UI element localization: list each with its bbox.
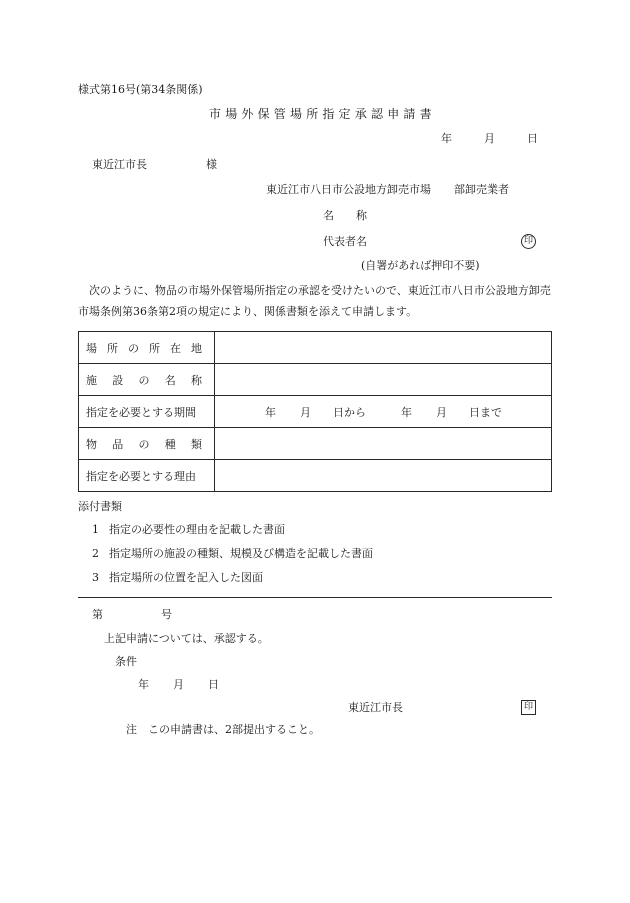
- seal-note: (自署があれば押印不要): [361, 259, 480, 272]
- period-start-month: 月: [300, 405, 311, 419]
- day-label: 日: [527, 132, 538, 145]
- applicant-role: 部卸売業者: [454, 183, 509, 196]
- addressee-name: 東近江市長: [92, 158, 147, 171]
- reason-field[interactable]: [215, 460, 552, 492]
- approval-seal: [521, 700, 536, 715]
- period-start-day: 日から: [333, 405, 366, 419]
- seal-icon: 印: [521, 700, 536, 715]
- seal-icon: 印: [521, 234, 536, 249]
- table-row: [79, 332, 552, 364]
- goods-type-field[interactable]: [215, 428, 552, 460]
- row-label: 施 設 の 名 称: [79, 364, 215, 396]
- table-row: [79, 364, 552, 396]
- attachment-item: 2 指定場所の施設の種類、規模及び構造を記載した書面: [92, 547, 373, 560]
- applicant-name-label: 名 称: [323, 209, 367, 222]
- section-divider: [78, 597, 552, 598]
- facility-name-field[interactable]: [215, 364, 552, 396]
- period-end-day: 日まで: [469, 405, 502, 419]
- row-label: 指定を必要とする期間: [79, 396, 215, 428]
- application-date: [441, 133, 538, 144]
- location-field[interactable]: [215, 332, 552, 364]
- addressee: [92, 159, 217, 170]
- application-table: [78, 331, 552, 492]
- period-field[interactable]: [215, 396, 552, 428]
- seal-mark: [521, 234, 536, 249]
- condition-label: 条件: [115, 655, 137, 668]
- period-end-month: 月: [436, 405, 447, 419]
- approval-number: 第 号: [92, 608, 172, 621]
- table-row: [79, 460, 552, 492]
- form-number: 様式第16号(第34条関係): [78, 83, 203, 96]
- representative-label: 代表者名: [323, 235, 367, 248]
- row-label: 場 所 の 所 在 地: [79, 332, 215, 364]
- row-label: 指定を必要とする理由: [79, 460, 215, 492]
- approval-date: 年 月 日: [138, 678, 219, 691]
- attachment-item: 1 指定の必要性の理由を記載した書面: [92, 523, 285, 536]
- page-title: 市場外保管場所指定承認申請書: [209, 107, 436, 121]
- attachment-item: 3 指定場所の位置を記入した図面: [92, 571, 263, 584]
- month-label: 月: [484, 132, 495, 145]
- application-statement: 次のように、物品の市場外保管場所指定の承認を受けたいので、東近江市八日市公設地方卸売市場条例第36条第2項の規定により、関係書類を添えて申請します。: [78, 284, 551, 318]
- submission-note: 注 この申請書は、2部提出すること。: [126, 723, 320, 736]
- attachments-heading: 添付書類: [78, 500, 122, 513]
- table-row: [79, 396, 552, 428]
- table-row: [79, 428, 552, 460]
- applicant-address: [266, 184, 509, 195]
- approval-statement: 上記申請については、承認する。: [104, 632, 269, 645]
- row-label: 物 品 の 種 類: [79, 428, 215, 460]
- addressee-honorific: 様: [206, 158, 217, 171]
- market-name: 東近江市八日市公設地方卸売市場: [266, 183, 431, 196]
- year-label: 年: [441, 132, 452, 145]
- approval-signer: 東近江市長: [348, 701, 403, 714]
- period-end-year: 年: [401, 405, 412, 419]
- period-start-year: 年: [265, 405, 276, 419]
